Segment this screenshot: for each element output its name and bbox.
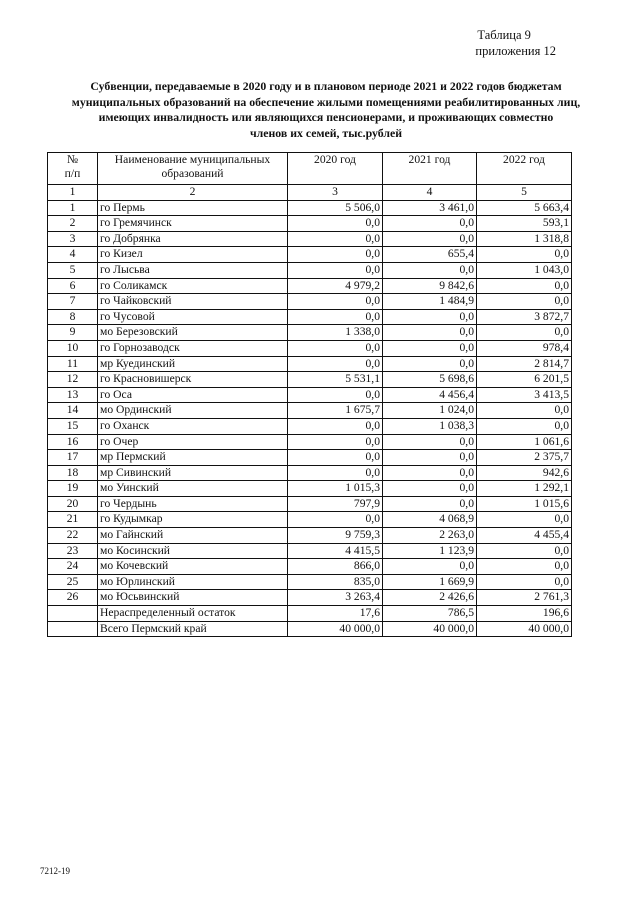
municipality-name: мо Косинский xyxy=(98,543,288,559)
appendix-number: приложения 12 xyxy=(475,44,556,58)
amount-2020: 0,0 xyxy=(288,216,383,232)
amount-2021: 0,0 xyxy=(383,465,477,481)
amount-2021: 1 123,9 xyxy=(383,543,477,559)
table-row xyxy=(48,621,572,637)
amount-2020: 866,0 xyxy=(288,559,383,575)
municipality-name: Нераспределенный остаток xyxy=(98,606,288,622)
amount-2020: 0,0 xyxy=(288,356,383,372)
amount-2022: 5 663,4 xyxy=(477,200,572,216)
amount-2021: 9 842,6 xyxy=(383,278,477,294)
row-number: 10 xyxy=(48,340,98,356)
amount-2020: 0,0 xyxy=(288,434,383,450)
subventions-table xyxy=(47,152,572,637)
header-municipality-line: Наименование муниципальных xyxy=(114,153,271,166)
title-line: Субвенции, передаваемые в 2020 году и в плановом периоде 2021 и 2022 годов бюджетам xyxy=(90,79,562,93)
row-number: 16 xyxy=(48,434,98,450)
municipality-name: мо Березовский xyxy=(98,325,288,341)
amount-2020: 0,0 xyxy=(288,418,383,434)
table-row xyxy=(48,543,572,559)
municipality-name: го Кудымкар xyxy=(98,512,288,528)
header-number-line: п/п xyxy=(64,167,81,180)
municipality-name: мо Гайнский xyxy=(98,528,288,544)
amount-2021: 3 461,0 xyxy=(383,200,477,216)
municipality-name: мр Куединский xyxy=(98,356,288,372)
amount-2021: 786,5 xyxy=(383,606,477,622)
amount-2022: 1 292,1 xyxy=(477,481,572,497)
amount-2020: 1 338,0 xyxy=(288,325,383,341)
amount-2022: 0,0 xyxy=(477,247,572,263)
table-row xyxy=(48,465,572,481)
amount-2020: 0,0 xyxy=(288,309,383,325)
column-number: 5 xyxy=(477,185,572,201)
municipality-name: го Оханск xyxy=(98,418,288,434)
header-number-line: № xyxy=(66,153,79,166)
table-row xyxy=(48,496,572,512)
row-number: 7 xyxy=(48,294,98,310)
amount-2020: 9 759,3 xyxy=(288,528,383,544)
amount-2020: 5 506,0 xyxy=(288,200,383,216)
row-number: 2 xyxy=(48,216,98,232)
header-municipality xyxy=(98,153,288,185)
amount-2021: 2 426,6 xyxy=(383,590,477,606)
municipality-name: мо Юрлинский xyxy=(98,574,288,590)
row-number: 14 xyxy=(48,403,98,419)
table-row xyxy=(48,278,572,294)
municipality-name: го Чайковский xyxy=(98,294,288,310)
table-row xyxy=(48,590,572,606)
document-code: 7212-19 xyxy=(40,866,70,876)
header-number xyxy=(48,153,98,185)
amount-2020: 0,0 xyxy=(288,465,383,481)
amount-2021: 0,0 xyxy=(383,434,477,450)
amount-2020: 40 000,0 xyxy=(288,621,383,637)
amount-2021: 0,0 xyxy=(383,356,477,372)
amount-2021: 0,0 xyxy=(383,216,477,232)
municipality-name: го Добрянка xyxy=(98,231,288,247)
amount-2022: 978,4 xyxy=(477,340,572,356)
row-number: 3 xyxy=(48,231,98,247)
row-number: 19 xyxy=(48,481,98,497)
amount-2022: 2 814,7 xyxy=(477,356,572,372)
municipality-name: го Соликамск xyxy=(98,278,288,294)
amount-2020: 797,9 xyxy=(288,496,383,512)
header-2021: 2021 год xyxy=(383,153,477,185)
municipality-name: мо Кочевский xyxy=(98,559,288,575)
municipality-name: Всего Пермский край xyxy=(98,621,288,637)
row-number xyxy=(48,621,98,637)
amount-2020: 835,0 xyxy=(288,574,383,590)
amount-2020: 1 675,7 xyxy=(288,403,383,419)
row-number: 5 xyxy=(48,262,98,278)
amount-2022: 3 413,5 xyxy=(477,387,572,403)
amount-2022: 942,6 xyxy=(477,465,572,481)
amount-2021: 0,0 xyxy=(383,450,477,466)
table-row xyxy=(48,418,572,434)
amount-2020: 0,0 xyxy=(288,294,383,310)
row-number: 1 xyxy=(48,200,98,216)
column-number: 3 xyxy=(288,185,383,201)
column-number-row xyxy=(48,185,572,201)
amount-2020: 0,0 xyxy=(288,340,383,356)
table-row xyxy=(48,574,572,590)
header-2020: 2020 год xyxy=(288,153,383,185)
row-number: 12 xyxy=(48,372,98,388)
header-row xyxy=(48,153,572,185)
amount-2021: 1 669,9 xyxy=(383,574,477,590)
amount-2021: 0,0 xyxy=(383,231,477,247)
table-row xyxy=(48,356,572,372)
table-row xyxy=(48,340,572,356)
table-row xyxy=(48,481,572,497)
amount-2022: 0,0 xyxy=(477,543,572,559)
amount-2021: 1 484,9 xyxy=(383,294,477,310)
amount-2022: 40 000,0 xyxy=(477,621,572,637)
table-row xyxy=(48,200,572,216)
amount-2021: 4 456,4 xyxy=(383,387,477,403)
municipality-name: го Горнозаводск xyxy=(98,340,288,356)
amount-2020: 5 531,1 xyxy=(288,372,383,388)
row-number: 20 xyxy=(48,496,98,512)
document-title xyxy=(40,79,612,141)
amount-2020: 17,6 xyxy=(288,606,383,622)
amount-2021: 2 263,0 xyxy=(383,528,477,544)
amount-2022: 0,0 xyxy=(477,574,572,590)
amount-2020: 4 415,5 xyxy=(288,543,383,559)
amount-2022: 0,0 xyxy=(477,294,572,310)
amount-2022: 0,0 xyxy=(477,512,572,528)
title-line: имеющих инвалидность или являющихся пенсионерами, и проживающих совместно xyxy=(98,110,554,124)
amount-2020: 0,0 xyxy=(288,231,383,247)
amount-2020: 0,0 xyxy=(288,450,383,466)
amount-2022: 0,0 xyxy=(477,559,572,575)
row-number: 18 xyxy=(48,465,98,481)
municipality-name: мр Сивинский xyxy=(98,465,288,481)
column-number: 4 xyxy=(383,185,477,201)
amount-2020: 3 263,4 xyxy=(288,590,383,606)
column-number: 1 xyxy=(48,185,98,201)
amount-2022: 196,6 xyxy=(477,606,572,622)
table-row xyxy=(48,559,572,575)
municipality-name: го Чердынь xyxy=(98,496,288,512)
amount-2022: 1 043,0 xyxy=(477,262,572,278)
amount-2022: 1 318,8 xyxy=(477,231,572,247)
amount-2022: 0,0 xyxy=(477,325,572,341)
municipality-name: мо Ординский xyxy=(98,403,288,419)
amount-2022: 2 761,3 xyxy=(477,590,572,606)
table-body xyxy=(48,200,572,637)
table-row xyxy=(48,309,572,325)
amount-2020: 0,0 xyxy=(288,512,383,528)
header-municipality-line: образований xyxy=(161,167,224,180)
municipality-name: го Чусовой xyxy=(98,309,288,325)
row-number: 17 xyxy=(48,450,98,466)
amount-2022: 3 872,7 xyxy=(477,309,572,325)
amount-2021: 0,0 xyxy=(383,309,477,325)
municipality-name: мр Пермский xyxy=(98,450,288,466)
table-reference xyxy=(475,27,556,59)
amount-2021: 0,0 xyxy=(383,325,477,341)
table-row xyxy=(48,294,572,310)
amount-2021: 0,0 xyxy=(383,262,477,278)
row-number: 24 xyxy=(48,559,98,575)
amount-2021: 4 068,9 xyxy=(383,512,477,528)
amount-2021: 0,0 xyxy=(383,496,477,512)
amount-2022: 4 455,4 xyxy=(477,528,572,544)
table-row xyxy=(48,450,572,466)
amount-2022: 0,0 xyxy=(477,278,572,294)
table-row xyxy=(48,606,572,622)
amount-2021: 5 698,6 xyxy=(383,372,477,388)
amount-2021: 0,0 xyxy=(383,481,477,497)
row-number: 8 xyxy=(48,309,98,325)
amount-2021: 40 000,0 xyxy=(383,621,477,637)
table-row xyxy=(48,231,572,247)
municipality-name: го Красновишерск xyxy=(98,372,288,388)
amount-2021: 0,0 xyxy=(383,340,477,356)
table-row xyxy=(48,262,572,278)
amount-2020: 4 979,2 xyxy=(288,278,383,294)
row-number: 15 xyxy=(48,418,98,434)
header-2022: 2022 год xyxy=(477,153,572,185)
amount-2022: 593,1 xyxy=(477,216,572,232)
municipality-name: го Пермь xyxy=(98,200,288,216)
row-number: 11 xyxy=(48,356,98,372)
row-number: 21 xyxy=(48,512,98,528)
row-number xyxy=(48,606,98,622)
title-line: муниципальных образований на обеспечение жилыми помещениями реабилитированных лиц, xyxy=(71,94,581,109)
title-line: членов их семей, тыс.рублей xyxy=(249,125,403,140)
table-row xyxy=(48,434,572,450)
table-row xyxy=(48,247,572,263)
table-row xyxy=(48,528,572,544)
amount-2021: 0,0 xyxy=(383,559,477,575)
municipality-name: го Гремячинск xyxy=(98,216,288,232)
municipality-name: го Очер xyxy=(98,434,288,450)
table-number: Таблица 9 xyxy=(477,28,531,42)
row-number: 23 xyxy=(48,543,98,559)
municipality-name: го Лысьва xyxy=(98,262,288,278)
table-row xyxy=(48,216,572,232)
row-number: 9 xyxy=(48,325,98,341)
amount-2021: 655,4 xyxy=(383,247,477,263)
municipality-name: го Кизел xyxy=(98,247,288,263)
table-row xyxy=(48,372,572,388)
amount-2021: 1 024,0 xyxy=(383,403,477,419)
row-number: 25 xyxy=(48,574,98,590)
amount-2021: 1 038,3 xyxy=(383,418,477,434)
municipality-name: мо Юсьвинский xyxy=(98,590,288,606)
municipality-name: го Оса xyxy=(98,387,288,403)
municipality-name: мо Уинский xyxy=(98,481,288,497)
table-row xyxy=(48,403,572,419)
row-number: 6 xyxy=(48,278,98,294)
amount-2020: 0,0 xyxy=(288,247,383,263)
amount-2022: 0,0 xyxy=(477,403,572,419)
amount-2022: 1 015,6 xyxy=(477,496,572,512)
table-row xyxy=(48,512,572,528)
amount-2022: 6 201,5 xyxy=(477,372,572,388)
table-row xyxy=(48,387,572,403)
row-number: 26 xyxy=(48,590,98,606)
amount-2022: 2 375,7 xyxy=(477,450,572,466)
amount-2022: 0,0 xyxy=(477,418,572,434)
row-number: 13 xyxy=(48,387,98,403)
table-row xyxy=(48,325,572,341)
amount-2022: 1 061,6 xyxy=(477,434,572,450)
amount-2020: 1 015,3 xyxy=(288,481,383,497)
row-number: 4 xyxy=(48,247,98,263)
column-number: 2 xyxy=(98,185,288,201)
amount-2020: 0,0 xyxy=(288,387,383,403)
row-number: 22 xyxy=(48,528,98,544)
amount-2020: 0,0 xyxy=(288,262,383,278)
